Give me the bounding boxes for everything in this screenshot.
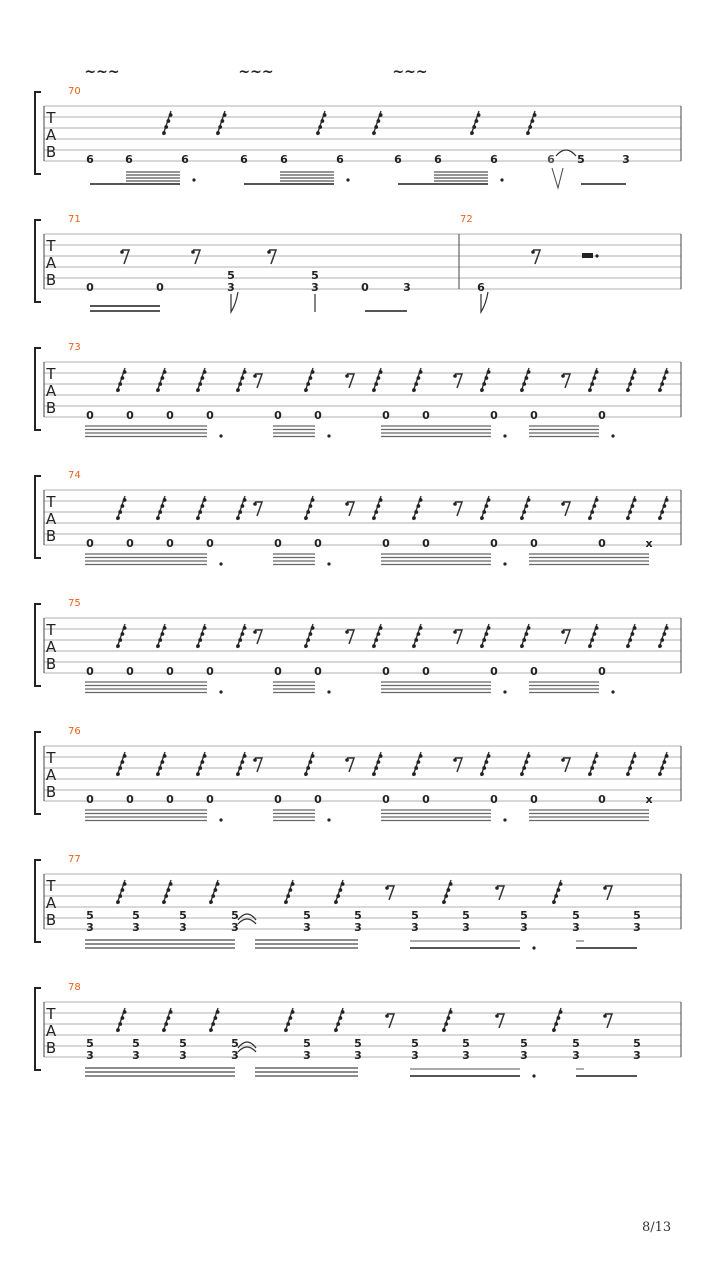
rest: [253, 758, 262, 772]
flag: [481, 292, 488, 312]
tab-clef-letter: A: [45, 382, 57, 400]
fret-number: 3: [411, 921, 419, 934]
fret-number: 0: [598, 537, 606, 550]
measure-number: 74: [68, 470, 81, 481]
fret-number: 5: [411, 909, 419, 922]
tab-clef-letter: A: [45, 510, 57, 528]
tab-clef-letter: B: [45, 399, 57, 417]
fret-number: 0: [422, 665, 430, 678]
rest: [345, 374, 354, 388]
rhythm-stem: [162, 1008, 172, 1032]
rhythm-stem: [116, 624, 126, 648]
fret-number: 0: [530, 409, 538, 422]
fret-number: 0: [490, 665, 498, 678]
rest: [191, 250, 200, 264]
tie-arc: [238, 1047, 256, 1052]
rhythm-stem: [304, 624, 314, 648]
fret-number: 0: [490, 793, 498, 806]
fret-number: 3: [311, 281, 319, 294]
dot: [503, 562, 506, 565]
rest: [267, 250, 276, 264]
system-bracket: [35, 92, 41, 174]
tab-clef-letter: B: [45, 271, 57, 289]
rhythm-stem: [116, 368, 126, 392]
rhythm-stem: [236, 752, 246, 776]
rhythm-stem: [334, 880, 344, 904]
fret-number: 5: [303, 1037, 311, 1050]
rhythm-stem: [552, 1008, 562, 1032]
page-number: 8/13: [642, 1220, 672, 1235]
rest: [453, 630, 462, 644]
fret-number: 0: [598, 665, 606, 678]
fret-number: 0: [206, 409, 214, 422]
rhythm-stem: [209, 880, 219, 904]
fret-number: 3: [86, 1049, 94, 1062]
rhythm-stem: [480, 368, 490, 392]
tab-system: [35, 220, 681, 302]
tie-arc: [238, 919, 256, 924]
fret-number: 3: [179, 1049, 187, 1062]
fret-number: x: [645, 537, 653, 550]
rhythm-stem: [304, 368, 314, 392]
fret-number: 3: [520, 1049, 528, 1062]
fret-number: 6: [434, 153, 442, 166]
rhythm-stem: [236, 496, 246, 520]
fret-number: 3: [403, 281, 411, 294]
system-bracket: [35, 348, 41, 430]
fret-number: 5: [231, 1037, 239, 1050]
rhythm-stem: [156, 752, 166, 776]
half-rest: [582, 253, 593, 258]
rest: [495, 886, 504, 900]
rest: [603, 1014, 612, 1028]
rest: [253, 502, 262, 516]
fret-number: 5: [411, 1037, 419, 1050]
rest: [385, 886, 394, 900]
fret-number: 3: [462, 1049, 470, 1062]
fret-number: 5: [572, 1037, 580, 1050]
rhythm-stem: [334, 1008, 344, 1032]
tab-clef-letter: B: [45, 527, 57, 545]
rhythm-stem: [162, 111, 172, 135]
rhythm-stem: [216, 111, 226, 135]
measure-number: 73: [68, 342, 81, 353]
rhythm-stem: [372, 752, 382, 776]
tab-clef-letter: B: [45, 655, 57, 673]
rhythm-stem: [196, 624, 206, 648]
dot: [327, 818, 330, 821]
rest: [453, 758, 462, 772]
dot: [327, 562, 330, 565]
fret-number: 0: [274, 409, 282, 422]
fret-number: 3: [520, 921, 528, 934]
fret-number: 6: [394, 153, 402, 166]
fret-number: 3: [633, 1049, 641, 1062]
rhythm-stem: [372, 624, 382, 648]
system-bracket: [35, 604, 41, 686]
tab-clef-letter: T: [46, 365, 56, 383]
tab-clef-letter: B: [45, 911, 57, 929]
tab-clef-letter: T: [46, 877, 56, 895]
fret-number: 0: [530, 793, 538, 806]
rhythm-stem: [284, 880, 294, 904]
fret-number: 0: [274, 665, 282, 678]
fret-number: 6: [336, 153, 344, 166]
rhythm-stem: [316, 111, 326, 135]
rhythm-stem: [520, 752, 530, 776]
rhythm-stem: [588, 624, 598, 648]
tie-arc: [556, 150, 576, 156]
fret-number: 0: [86, 665, 94, 678]
rest: [561, 502, 570, 516]
rest: [253, 630, 262, 644]
rhythm-stem: [116, 880, 126, 904]
system-bracket: [35, 860, 41, 942]
fret-number: 3: [572, 921, 580, 934]
dot: [346, 178, 349, 181]
dot: [611, 434, 614, 437]
tab-clef-letter: A: [45, 638, 57, 656]
vibrato-mark: ~~~: [392, 64, 428, 80]
fret-number: 5: [354, 1037, 362, 1050]
fret-number: 5: [520, 1037, 528, 1050]
rest: [385, 1014, 394, 1028]
measure-number: 71: [68, 214, 81, 225]
fret-number: 0: [361, 281, 369, 294]
fret-number: 0: [206, 793, 214, 806]
fret-number: 0: [422, 537, 430, 550]
fret-number: 3: [622, 153, 630, 166]
fret-number: 5: [520, 909, 528, 922]
fret-number: 3: [462, 921, 470, 934]
rest: [495, 1014, 504, 1028]
fret-number: 0: [166, 793, 174, 806]
fret-number: 0: [274, 793, 282, 806]
rhythm-stem: [626, 496, 636, 520]
fret-number: 5: [462, 909, 470, 922]
fret-number: 0: [86, 537, 94, 550]
rhythm-stem: [116, 496, 126, 520]
rest: [561, 758, 570, 772]
fret-number: 0: [314, 409, 322, 422]
fret-number: 0: [86, 409, 94, 422]
fret-number: 6: [125, 153, 133, 166]
fret-number: 3: [132, 921, 140, 934]
rhythm-stem: [520, 496, 530, 520]
rhythm-stem: [304, 496, 314, 520]
rhythm-stem: [588, 752, 598, 776]
rhythm-stem: [209, 1008, 219, 1032]
rhythm-stem: [480, 624, 490, 648]
fret-number: 0: [598, 793, 606, 806]
rhythm-stem: [372, 368, 382, 392]
vibrato-mark: ~~~: [238, 64, 274, 80]
dot: [503, 818, 506, 821]
rhythm-stem: [442, 880, 452, 904]
rhythm-stem: [304, 752, 314, 776]
fret-number: 0: [166, 665, 174, 678]
rhythm-stem: [196, 368, 206, 392]
rhythm-stem: [372, 496, 382, 520]
dot: [611, 690, 614, 693]
rhythm-stem: [588, 368, 598, 392]
dot: [532, 946, 535, 949]
rhythm-stem: [116, 752, 126, 776]
fret-number: 0: [382, 409, 390, 422]
measure-number: 77: [68, 854, 81, 865]
dot: [532, 1074, 535, 1077]
rest: [120, 250, 129, 264]
rhythm-stem: [526, 111, 536, 135]
rhythm-stem: [236, 368, 246, 392]
fret-number: 0: [490, 537, 498, 550]
fret-number: 5: [86, 1037, 94, 1050]
fret-number: 3: [411, 1049, 419, 1062]
dot: [503, 434, 506, 437]
rhythm-stem: [372, 111, 382, 135]
rhythm-stem: [284, 1008, 294, 1032]
fret-number: 3: [303, 1049, 311, 1062]
fret-number: 0: [166, 537, 174, 550]
measure-number: 70: [68, 86, 81, 97]
fret-number: 6: [240, 153, 248, 166]
fret-number: 0: [490, 409, 498, 422]
dot: [327, 690, 330, 693]
grace-slash: [552, 168, 563, 188]
fret-number: 0: [422, 793, 430, 806]
fret-number: 0: [422, 409, 430, 422]
measure-number: 78: [68, 982, 81, 993]
fret-number: 0: [126, 409, 134, 422]
dot: [327, 434, 330, 437]
rhythm-stem: [412, 496, 422, 520]
fret-number: 5: [633, 1037, 641, 1050]
rhythm-stem: [412, 624, 422, 648]
fret-number: 5: [227, 269, 235, 282]
system-bracket: [35, 220, 41, 302]
fret-number: 0: [86, 793, 94, 806]
rhythm-stem: [480, 752, 490, 776]
tab-clef-letter: A: [45, 126, 57, 144]
dot: [219, 818, 222, 821]
fret-number: 6: [490, 153, 498, 166]
fret-number: 5: [132, 909, 140, 922]
rest: [453, 502, 462, 516]
rhythm-stem: [658, 496, 668, 520]
rhythm-stem: [116, 1008, 126, 1032]
fret-number: 0: [382, 537, 390, 550]
fret-number: 5: [179, 1037, 187, 1050]
fret-number: 3: [227, 281, 235, 294]
rest: [253, 374, 262, 388]
rhythm-stem: [520, 624, 530, 648]
fret-number: 0: [314, 793, 322, 806]
measure-number: 76: [68, 726, 81, 737]
rhythm-stem: [626, 368, 636, 392]
dot: [219, 434, 222, 437]
rest: [531, 250, 540, 264]
fret-number: 6: [181, 153, 189, 166]
fret-number: 3: [303, 921, 311, 934]
rhythm-stem: [658, 368, 668, 392]
dot: [219, 690, 222, 693]
fret-number: 3: [132, 1049, 140, 1062]
fret-number: 5: [311, 269, 319, 282]
tab-clef-letter: T: [46, 621, 56, 639]
fret-number: 0: [598, 409, 606, 422]
tab-clef-letter: A: [45, 766, 57, 784]
fret-number: 0: [156, 281, 164, 294]
fret-number: 5: [231, 909, 239, 922]
tab-clef-letter: T: [46, 493, 56, 511]
dot: [595, 254, 598, 257]
rhythm-stem: [480, 496, 490, 520]
rhythm-stem: [156, 368, 166, 392]
fret-number: 3: [179, 921, 187, 934]
fret-number: 3: [231, 1049, 239, 1062]
fret-number: 0: [530, 537, 538, 550]
rest: [561, 630, 570, 644]
fret-number: 5: [179, 909, 187, 922]
vibrato-mark: ~~~: [84, 64, 120, 80]
tab-clef-letter: T: [46, 109, 56, 127]
rhythm-stem: [412, 752, 422, 776]
rhythm-stem: [156, 496, 166, 520]
dot: [219, 562, 222, 565]
fret-number: 0: [274, 537, 282, 550]
fret-number: 5: [354, 909, 362, 922]
system-bracket: [35, 988, 41, 1070]
fret-number: 0: [314, 537, 322, 550]
rhythm-stem: [626, 624, 636, 648]
fret-number: 3: [354, 1049, 362, 1062]
system-bracket: [35, 476, 41, 558]
fret-number: 5: [462, 1037, 470, 1050]
system-bracket: [35, 732, 41, 814]
fret-number: 6: [280, 153, 288, 166]
rhythm-stem: [156, 624, 166, 648]
tab-clef-letter: T: [46, 237, 56, 255]
rhythm-stem: [552, 880, 562, 904]
fret-number: 0: [126, 793, 134, 806]
fret-number: 3: [572, 1049, 580, 1062]
fret-number: 3: [86, 921, 94, 934]
dot: [192, 178, 195, 181]
fret-number: 3: [231, 921, 239, 934]
fret-number: x: [645, 793, 653, 806]
fret-number: 6: [477, 281, 485, 294]
tab-clef-letter: A: [45, 254, 57, 272]
fret-number: 0: [382, 793, 390, 806]
measure-number: 75: [68, 598, 81, 609]
tab-clef-letter: B: [45, 143, 57, 161]
rhythm-stem: [162, 880, 172, 904]
rest: [561, 374, 570, 388]
rhythm-stem: [658, 752, 668, 776]
fret-number: 3: [354, 921, 362, 934]
tab-clef-letter: T: [46, 1005, 56, 1023]
rhythm-stem: [470, 111, 480, 135]
tab-clef-letter: A: [45, 894, 57, 912]
fret-number: 0: [86, 281, 94, 294]
tab-clef-letter: A: [45, 1022, 57, 1040]
fret-number: 5: [303, 909, 311, 922]
rhythm-stem: [442, 1008, 452, 1032]
fret-number: 0: [382, 665, 390, 678]
rest: [453, 374, 462, 388]
rest: [603, 886, 612, 900]
measure-number: 72: [460, 214, 473, 225]
fret-number: 5: [633, 909, 641, 922]
rhythm-stem: [658, 624, 668, 648]
tab-clef-letter: B: [45, 783, 57, 801]
rhythm-stem: [412, 368, 422, 392]
fret-number: 0: [206, 537, 214, 550]
rest: [345, 502, 354, 516]
fret-number: 6: [547, 153, 555, 166]
rhythm-stem: [196, 496, 206, 520]
tab-clef-letter: T: [46, 749, 56, 767]
flag: [231, 292, 238, 312]
fret-number: 5: [577, 153, 585, 166]
fret-number: 0: [166, 409, 174, 422]
rest: [345, 758, 354, 772]
tab-clef-letter: B: [45, 1039, 57, 1057]
fret-number: 0: [530, 665, 538, 678]
fret-number: 5: [86, 909, 94, 922]
fret-number: 3: [633, 921, 641, 934]
fret-number: 6: [86, 153, 94, 166]
rhythm-stem: [520, 368, 530, 392]
dot: [500, 178, 503, 181]
rhythm-stem: [626, 752, 636, 776]
rest: [345, 630, 354, 644]
rhythm-stem: [588, 496, 598, 520]
fret-number: 0: [314, 665, 322, 678]
rhythm-stem: [196, 752, 206, 776]
fret-number: 5: [572, 909, 580, 922]
fret-number: 5: [132, 1037, 140, 1050]
fret-number: 0: [126, 537, 134, 550]
dot: [503, 690, 506, 693]
fret-number: 0: [126, 665, 134, 678]
fret-number: 0: [206, 665, 214, 678]
rhythm-stem: [236, 624, 246, 648]
